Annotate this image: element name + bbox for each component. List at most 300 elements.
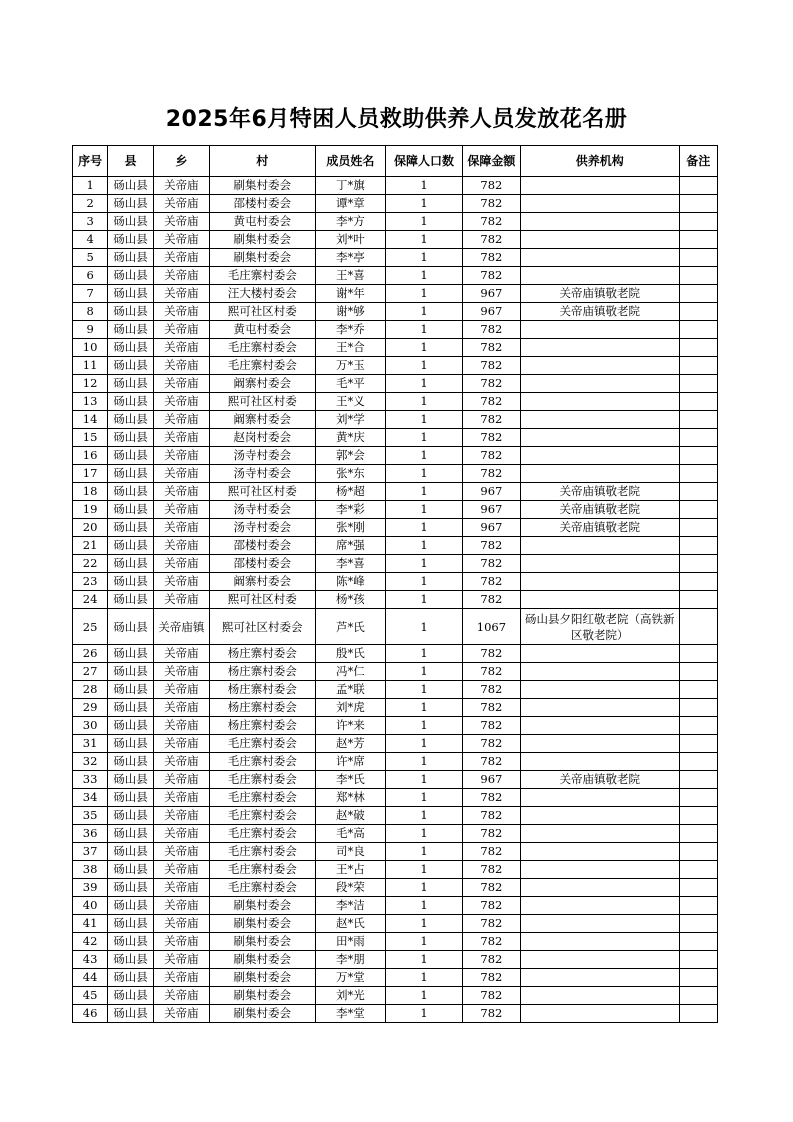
cell-no: 29 [73, 699, 108, 717]
cell-county: 砀山县 [108, 843, 154, 861]
cell-member-name: 刘*虎 [315, 699, 386, 717]
cell-amount: 782 [462, 177, 520, 195]
cell-people-count: 1 [386, 645, 463, 663]
table-row [73, 807, 718, 825]
cell-amount: 782 [462, 897, 520, 915]
cell-institution: 关帝庙镇敬老院 [520, 285, 679, 303]
cell-people-count: 1 [386, 285, 463, 303]
cell-no: 2 [73, 195, 108, 213]
cell-village: 毛庄寨村委会 [209, 339, 315, 357]
table-row [73, 753, 718, 771]
cell-remarks [679, 177, 717, 195]
cell-county: 砀山县 [108, 303, 154, 321]
cell-institution [520, 951, 679, 969]
table-row [73, 933, 718, 951]
header-cell-institution: 供养机构 [520, 146, 679, 177]
cell-amount: 967 [462, 483, 520, 501]
table-row [73, 861, 718, 879]
cell-institution [520, 699, 679, 717]
cell-people-count: 1 [386, 411, 463, 429]
cell-people-count: 1 [386, 681, 463, 699]
cell-no: 17 [73, 465, 108, 483]
cell-member-name: 郭*会 [315, 447, 386, 465]
header-cell-amount: 保障金额 [462, 146, 520, 177]
cell-institution [520, 537, 679, 555]
cell-people-count: 1 [386, 555, 463, 573]
cell-people-count: 1 [386, 195, 463, 213]
cell-remarks [679, 789, 717, 807]
cell-people-count: 1 [386, 213, 463, 231]
cell-institution [520, 969, 679, 987]
cell-institution [520, 753, 679, 771]
cell-institution [520, 177, 679, 195]
cell-institution [520, 591, 679, 609]
cell-institution [520, 645, 679, 663]
cell-amount: 782 [462, 357, 520, 375]
cell-township: 关帝庙 [153, 537, 209, 555]
cell-people-count: 1 [386, 1005, 463, 1023]
cell-member-name: 李*彩 [315, 501, 386, 519]
cell-member-name: 李*洁 [315, 897, 386, 915]
cell-institution: 关帝庙镇敬老院 [520, 303, 679, 321]
cell-amount: 782 [462, 591, 520, 609]
cell-county: 砀山县 [108, 285, 154, 303]
cell-no: 14 [73, 411, 108, 429]
cell-member-name: 芦*氏 [315, 609, 386, 645]
cell-remarks [679, 411, 717, 429]
cell-member-name: 万*玉 [315, 357, 386, 375]
cell-county: 砀山县 [108, 537, 154, 555]
cell-township: 关帝庙 [153, 195, 209, 213]
cell-amount: 782 [462, 933, 520, 951]
cell-county: 砀山县 [108, 645, 154, 663]
cell-people-count: 1 [386, 303, 463, 321]
cell-member-name: 王*义 [315, 393, 386, 411]
cell-member-name: 王*合 [315, 339, 386, 357]
cell-amount: 782 [462, 753, 520, 771]
cell-amount: 782 [462, 951, 520, 969]
cell-county: 砀山县 [108, 1005, 154, 1023]
table-row [73, 375, 718, 393]
cell-township: 关帝庙 [153, 393, 209, 411]
cell-amount: 967 [462, 771, 520, 789]
cell-county: 砀山县 [108, 969, 154, 987]
cell-township: 关帝庙镇 [153, 609, 209, 645]
cell-amount: 782 [462, 843, 520, 861]
cell-institution [520, 717, 679, 735]
cell-village: 熙可社区村委 [209, 393, 315, 411]
table-row [73, 681, 718, 699]
table-row [73, 465, 718, 483]
cell-amount: 782 [462, 789, 520, 807]
cell-township: 关帝庙 [153, 1005, 209, 1023]
table-row [73, 339, 718, 357]
cell-institution [520, 249, 679, 267]
cell-people-count: 1 [386, 969, 463, 987]
table-row [73, 897, 718, 915]
cell-township: 关帝庙 [153, 987, 209, 1005]
cell-township: 关帝庙 [153, 645, 209, 663]
cell-remarks [679, 447, 717, 465]
table-row [73, 609, 718, 645]
cell-no: 42 [73, 933, 108, 951]
cell-township: 关帝庙 [153, 375, 209, 393]
cell-member-name: 杨*超 [315, 483, 386, 501]
cell-institution [520, 1005, 679, 1023]
cell-township: 关帝庙 [153, 501, 209, 519]
cell-amount: 782 [462, 1005, 520, 1023]
table-row [73, 285, 718, 303]
cell-no: 15 [73, 429, 108, 447]
cell-township: 关帝庙 [153, 591, 209, 609]
cell-no: 12 [73, 375, 108, 393]
cell-village: 毛庄寨村委会 [209, 879, 315, 897]
cell-township: 关帝庙 [153, 357, 209, 375]
cell-no: 24 [73, 591, 108, 609]
table-row [73, 969, 718, 987]
cell-village: 汤寺村委会 [209, 519, 315, 537]
cell-people-count: 1 [386, 231, 463, 249]
cell-institution [520, 735, 679, 753]
cell-remarks [679, 735, 717, 753]
table-row [73, 1005, 718, 1023]
cell-township: 关帝庙 [153, 825, 209, 843]
cell-county: 砀山县 [108, 555, 154, 573]
cell-village: 毛庄寨村委会 [209, 357, 315, 375]
cell-remarks [679, 555, 717, 573]
cell-member-name: 谭*章 [315, 195, 386, 213]
cell-township: 关帝庙 [153, 429, 209, 447]
cell-village: 毛庄寨村委会 [209, 843, 315, 861]
table-row [73, 195, 718, 213]
cell-member-name: 谢*年 [315, 285, 386, 303]
cell-amount: 782 [462, 249, 520, 267]
cell-institution [520, 267, 679, 285]
cell-amount: 782 [462, 699, 520, 717]
cell-remarks [679, 573, 717, 591]
cell-village: 汪大楼村委会 [209, 285, 315, 303]
page-title: 2025年6月特困人员救助供养人员发放花名册 [165, 107, 628, 132]
cell-member-name: 张*东 [315, 465, 386, 483]
cell-people-count: 1 [386, 789, 463, 807]
cell-institution [520, 789, 679, 807]
cell-village: 刷集村委会 [209, 249, 315, 267]
cell-county: 砀山县 [108, 663, 154, 681]
cell-no: 34 [73, 789, 108, 807]
cell-people-count: 1 [386, 357, 463, 375]
table-row [73, 717, 718, 735]
cell-people-count: 1 [386, 465, 463, 483]
cell-village: 刷集村委会 [209, 177, 315, 195]
cell-no: 4 [73, 231, 108, 249]
cell-people-count: 1 [386, 699, 463, 717]
cell-remarks [679, 717, 717, 735]
cell-township: 关帝庙 [153, 555, 209, 573]
cell-people-count: 1 [386, 375, 463, 393]
cell-no: 20 [73, 519, 108, 537]
cell-no: 39 [73, 879, 108, 897]
table-row [73, 321, 718, 339]
cell-county: 砀山县 [108, 501, 154, 519]
table-row [73, 267, 718, 285]
cell-institution [520, 411, 679, 429]
cell-remarks [679, 483, 717, 501]
cell-remarks [679, 465, 717, 483]
cell-institution [520, 879, 679, 897]
cell-county: 砀山县 [108, 735, 154, 753]
cell-institution: 关帝庙镇敬老院 [520, 771, 679, 789]
cell-institution [520, 429, 679, 447]
cell-township: 关帝庙 [153, 717, 209, 735]
cell-institution: 关帝庙镇敬老院 [520, 483, 679, 501]
table-row [73, 951, 718, 969]
cell-amount: 782 [462, 555, 520, 573]
cell-institution [520, 573, 679, 591]
table-row [73, 645, 718, 663]
cell-member-name: 刘*学 [315, 411, 386, 429]
cell-people-count: 1 [386, 753, 463, 771]
table-row [73, 303, 718, 321]
table-row [73, 249, 718, 267]
cell-people-count: 1 [386, 537, 463, 555]
cell-people-count: 1 [386, 591, 463, 609]
cell-member-name: 冯*仁 [315, 663, 386, 681]
cell-county: 砀山县 [108, 789, 154, 807]
cell-county: 砀山县 [108, 231, 154, 249]
cell-amount: 782 [462, 663, 520, 681]
cell-amount: 782 [462, 195, 520, 213]
cell-member-name: 谢*够 [315, 303, 386, 321]
cell-remarks [679, 933, 717, 951]
cell-amount: 782 [462, 411, 520, 429]
cell-county: 砀山县 [108, 681, 154, 699]
cell-no: 44 [73, 969, 108, 987]
cell-institution [520, 375, 679, 393]
cell-people-count: 1 [386, 861, 463, 879]
cell-remarks [679, 645, 717, 663]
cell-remarks [679, 825, 717, 843]
table-row [73, 591, 718, 609]
cell-county: 砀山县 [108, 771, 154, 789]
cell-village: 毛庄寨村委会 [209, 753, 315, 771]
cell-township: 关帝庙 [153, 735, 209, 753]
cell-people-count: 1 [386, 663, 463, 681]
cell-remarks [679, 987, 717, 1005]
cell-no: 9 [73, 321, 108, 339]
cell-county: 砀山县 [108, 933, 154, 951]
cell-village: 汤寺村委会 [209, 465, 315, 483]
cell-county: 砀山县 [108, 339, 154, 357]
cell-township: 关帝庙 [153, 789, 209, 807]
cell-amount: 782 [462, 735, 520, 753]
cell-village: 刷集村委会 [209, 987, 315, 1005]
cell-no: 32 [73, 753, 108, 771]
table-row [73, 429, 718, 447]
cell-village: 刷集村委会 [209, 933, 315, 951]
cell-amount: 782 [462, 861, 520, 879]
cell-institution [520, 231, 679, 249]
cell-remarks [679, 213, 717, 231]
cell-remarks [679, 915, 717, 933]
cell-village: 杨庄寨村委会 [209, 681, 315, 699]
cell-remarks [679, 339, 717, 357]
cell-member-name: 赵*氏 [315, 915, 386, 933]
cell-remarks [679, 321, 717, 339]
cell-county: 砀山县 [108, 429, 154, 447]
cell-county: 砀山县 [108, 321, 154, 339]
roster-body [73, 177, 718, 1023]
cell-township: 关帝庙 [153, 663, 209, 681]
table-row [73, 501, 718, 519]
cell-remarks [679, 393, 717, 411]
cell-people-count: 1 [386, 519, 463, 537]
cell-village: 毛庄寨村委会 [209, 825, 315, 843]
cell-county: 砀山县 [108, 807, 154, 825]
cell-township: 关帝庙 [153, 465, 209, 483]
cell-amount: 967 [462, 285, 520, 303]
cell-remarks [679, 231, 717, 249]
cell-people-count: 1 [386, 807, 463, 825]
cell-amount: 782 [462, 969, 520, 987]
cell-no: 38 [73, 861, 108, 879]
cell-county: 砀山县 [108, 177, 154, 195]
cell-member-name: 丁*旗 [315, 177, 386, 195]
cell-remarks [679, 537, 717, 555]
cell-no: 16 [73, 447, 108, 465]
cell-no: 7 [73, 285, 108, 303]
cell-remarks [679, 807, 717, 825]
cell-village: 毛庄寨村委会 [209, 771, 315, 789]
cell-county: 砀山县 [108, 375, 154, 393]
cell-amount: 782 [462, 915, 520, 933]
cell-county: 砀山县 [108, 717, 154, 735]
cell-no: 28 [73, 681, 108, 699]
table-row [73, 411, 718, 429]
cell-no: 21 [73, 537, 108, 555]
cell-remarks [679, 591, 717, 609]
cell-member-name: 赵*芳 [315, 735, 386, 753]
cell-no: 40 [73, 897, 108, 915]
cell-institution [520, 339, 679, 357]
cell-township: 关帝庙 [153, 807, 209, 825]
cell-people-count: 1 [386, 933, 463, 951]
table-row [73, 519, 718, 537]
header-cell-no: 序号 [73, 146, 108, 177]
cell-amount: 782 [462, 573, 520, 591]
cell-county: 砀山县 [108, 483, 154, 501]
cell-amount: 782 [462, 987, 520, 1005]
cell-member-name: 万*堂 [315, 969, 386, 987]
cell-county: 砀山县 [108, 411, 154, 429]
cell-member-name: 张*刚 [315, 519, 386, 537]
cell-remarks [679, 753, 717, 771]
cell-county: 砀山县 [108, 987, 154, 1005]
cell-county: 砀山县 [108, 519, 154, 537]
cell-member-name: 李*方 [315, 213, 386, 231]
cell-township: 关帝庙 [153, 969, 209, 987]
table-row [73, 789, 718, 807]
cell-no: 35 [73, 807, 108, 825]
cell-people-count: 1 [386, 735, 463, 753]
cell-no: 27 [73, 663, 108, 681]
cell-amount: 782 [462, 681, 520, 699]
cell-member-name: 毛*高 [315, 825, 386, 843]
cell-member-name: 毛*平 [315, 375, 386, 393]
cell-member-name: 李*氏 [315, 771, 386, 789]
cell-township: 关帝庙 [153, 897, 209, 915]
header-row [73, 146, 718, 177]
cell-institution [520, 213, 679, 231]
cell-township: 关帝庙 [153, 321, 209, 339]
cell-amount: 782 [462, 645, 520, 663]
cell-township: 关帝庙 [153, 915, 209, 933]
cell-people-count: 1 [386, 897, 463, 915]
cell-member-name: 许*来 [315, 717, 386, 735]
cell-village: 毛庄寨村委会 [209, 735, 315, 753]
cell-no: 37 [73, 843, 108, 861]
cell-county: 砀山县 [108, 267, 154, 285]
cell-village: 刷集村委会 [209, 231, 315, 249]
cell-county: 砀山县 [108, 897, 154, 915]
cell-remarks [679, 285, 717, 303]
cell-people-count: 1 [386, 573, 463, 591]
cell-village: 熙可社区村委会 [209, 609, 315, 645]
cell-township: 关帝庙 [153, 177, 209, 195]
cell-village: 汤寺村委会 [209, 501, 315, 519]
cell-people-count: 1 [386, 429, 463, 447]
cell-remarks [679, 951, 717, 969]
cell-township: 关帝庙 [153, 699, 209, 717]
cell-institution [520, 393, 679, 411]
cell-people-count: 1 [386, 609, 463, 645]
cell-member-name: 殷*氏 [315, 645, 386, 663]
cell-people-count: 1 [386, 393, 463, 411]
cell-village: 阚寨村委会 [209, 573, 315, 591]
table-row [73, 231, 718, 249]
cell-no: 19 [73, 501, 108, 519]
table-row [73, 879, 718, 897]
cell-amount: 782 [462, 231, 520, 249]
cell-village: 熙可社区村委 [209, 303, 315, 321]
cell-member-name: 李*乔 [315, 321, 386, 339]
cell-member-name: 孟*联 [315, 681, 386, 699]
cell-member-name: 陈*峰 [315, 573, 386, 591]
cell-county: 砀山县 [108, 249, 154, 267]
roster-table [72, 145, 718, 1023]
cell-village: 邵楼村委会 [209, 195, 315, 213]
cell-no: 11 [73, 357, 108, 375]
cell-township: 关帝庙 [153, 267, 209, 285]
cell-county: 砀山县 [108, 465, 154, 483]
table-row [73, 537, 718, 555]
cell-county: 砀山县 [108, 951, 154, 969]
cell-township: 关帝庙 [153, 753, 209, 771]
cell-amount: 782 [462, 393, 520, 411]
cell-no: 22 [73, 555, 108, 573]
cell-village: 熙可社区村委 [209, 591, 315, 609]
table-row [73, 915, 718, 933]
cell-no: 8 [73, 303, 108, 321]
cell-institution [520, 843, 679, 861]
table-row [73, 483, 718, 501]
cell-village: 阚寨村委会 [209, 375, 315, 393]
table-row [73, 573, 718, 591]
cell-county: 砀山县 [108, 357, 154, 375]
table-row [73, 825, 718, 843]
cell-amount: 967 [462, 519, 520, 537]
cell-township: 关帝庙 [153, 231, 209, 249]
cell-village: 毛庄寨村委会 [209, 267, 315, 285]
